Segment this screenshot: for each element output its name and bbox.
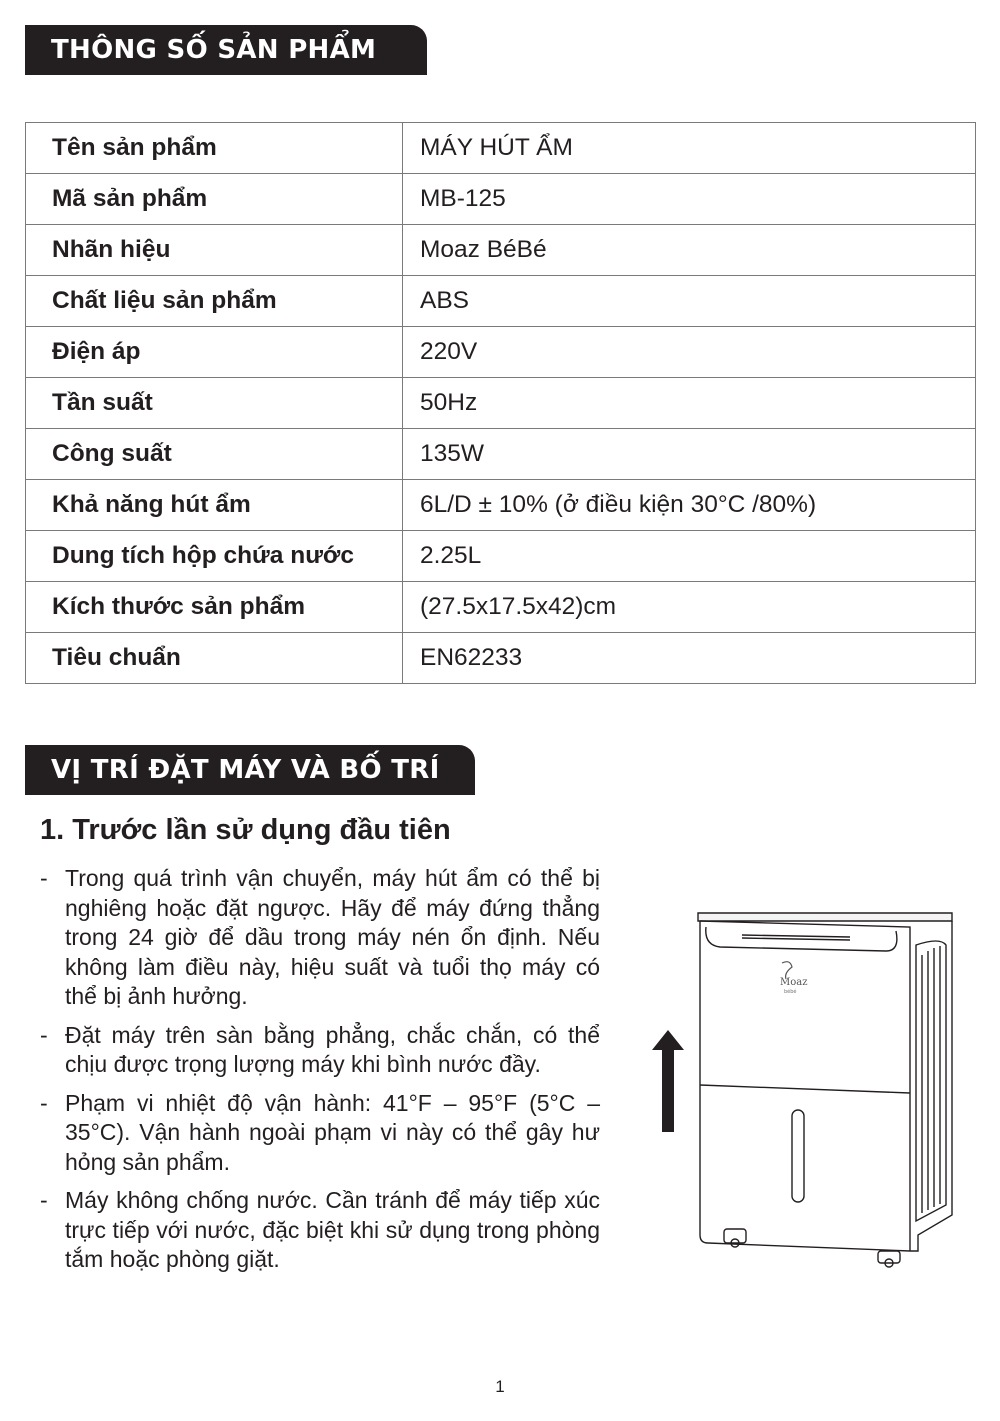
spec-label: Chất liệu sản phẩm (26, 276, 403, 327)
bullet-marker: - (40, 1187, 48, 1213)
spec-value: (27.5x17.5x42)cm (403, 582, 976, 633)
spec-table (25, 122, 976, 684)
subheading-first-use: 1. Trước lần sử dụng đầu tiên (40, 814, 451, 846)
table-row (26, 174, 976, 225)
spec-label: Kích thước sản phẩm (26, 582, 403, 633)
table-row (26, 123, 976, 174)
list-item (40, 1021, 600, 1080)
spec-label: Khả năng hút ẩm (26, 480, 403, 531)
bullet-text: Đặt máy trên sàn bằng phẳng, chắc chắn, có thể chịu được trọng lượng máy khi bình nước đầy. (65, 1021, 600, 1077)
table-row (26, 327, 976, 378)
up-arrow-icon (652, 1030, 684, 1132)
device-logo: Moaz (780, 977, 808, 988)
spec-value: 50Hz (403, 378, 976, 429)
table-row (26, 378, 976, 429)
spec-value: 2.25L (403, 531, 976, 582)
bullet-marker: - (40, 865, 48, 891)
spec-label: Điện áp (26, 327, 403, 378)
table-row (26, 531, 976, 582)
table-row (26, 225, 976, 276)
specs-section-title: THÔNG SỐ SẢN PHẨM (25, 25, 427, 75)
list-item (40, 1186, 600, 1275)
table-row (26, 276, 976, 327)
table-row (26, 633, 976, 684)
spec-value: EN62233 (403, 633, 976, 684)
spec-value: 135W (403, 429, 976, 480)
table-row (26, 480, 976, 531)
list-item (40, 1089, 600, 1178)
bullet-text: Máy không chống nước. Cần tránh để máy tiếp xúc trực tiếp với nước, đặc biệt khi sử dụng trong phòng tắm hoặc phòng giặt. (65, 1187, 600, 1272)
spec-label: Dung tích hộp chứa nước (26, 531, 403, 582)
spec-label: Mã sản phẩm (26, 174, 403, 225)
spec-value: MB-125 (403, 174, 976, 225)
device-logo-sub: bébé (784, 989, 797, 995)
table-row (26, 582, 976, 633)
spec-label: Tần suất (26, 378, 403, 429)
bullet-marker: - (40, 1089, 48, 1116)
spec-label: Nhãn hiệu (26, 225, 403, 276)
spec-value: 6L/D ± 10% (ở điều kiện 30°C /80%) (403, 480, 976, 531)
spec-value: 220V (403, 327, 976, 378)
instruction-list (40, 864, 600, 1284)
spec-value: ABS (403, 276, 976, 327)
bullet-text: Phạm vi nhiệt độ vận hành: 41°F – 95°F (5°C – 35°C). Vận hành ngoài phạm vi này có thể gây hư hỏng sản phẩm. (65, 1089, 600, 1175)
list-item (40, 864, 600, 1012)
spec-value: Moaz BéBé (403, 225, 976, 276)
placement-section-title: VỊ TRÍ ĐẶT MÁY VÀ BỐ TRÍ (25, 745, 475, 795)
bullet-text: Trong quá trình vận chuyển, máy hút ẩm có thể bị nghiêng hoặc đặt ngược. Hãy để máy đứng thẳng trong 24 giờ để dầu trong máy nén ổn định. Nếu không làm điều này, hiệu suất và tuổi thọ máy có thể bị ảnh hưởng. (65, 865, 600, 1009)
spec-label: Công suất (26, 429, 403, 480)
page-number: 1 (495, 1377, 505, 1396)
spec-label: Tên sản phẩm (26, 123, 403, 174)
table-row (26, 429, 976, 480)
spec-value: MÁY HÚT ẨM (403, 123, 976, 174)
bullet-marker: - (40, 1021, 48, 1048)
spec-label: Tiêu chuẩn (26, 633, 403, 684)
dehumidifier-icon (690, 905, 960, 1275)
